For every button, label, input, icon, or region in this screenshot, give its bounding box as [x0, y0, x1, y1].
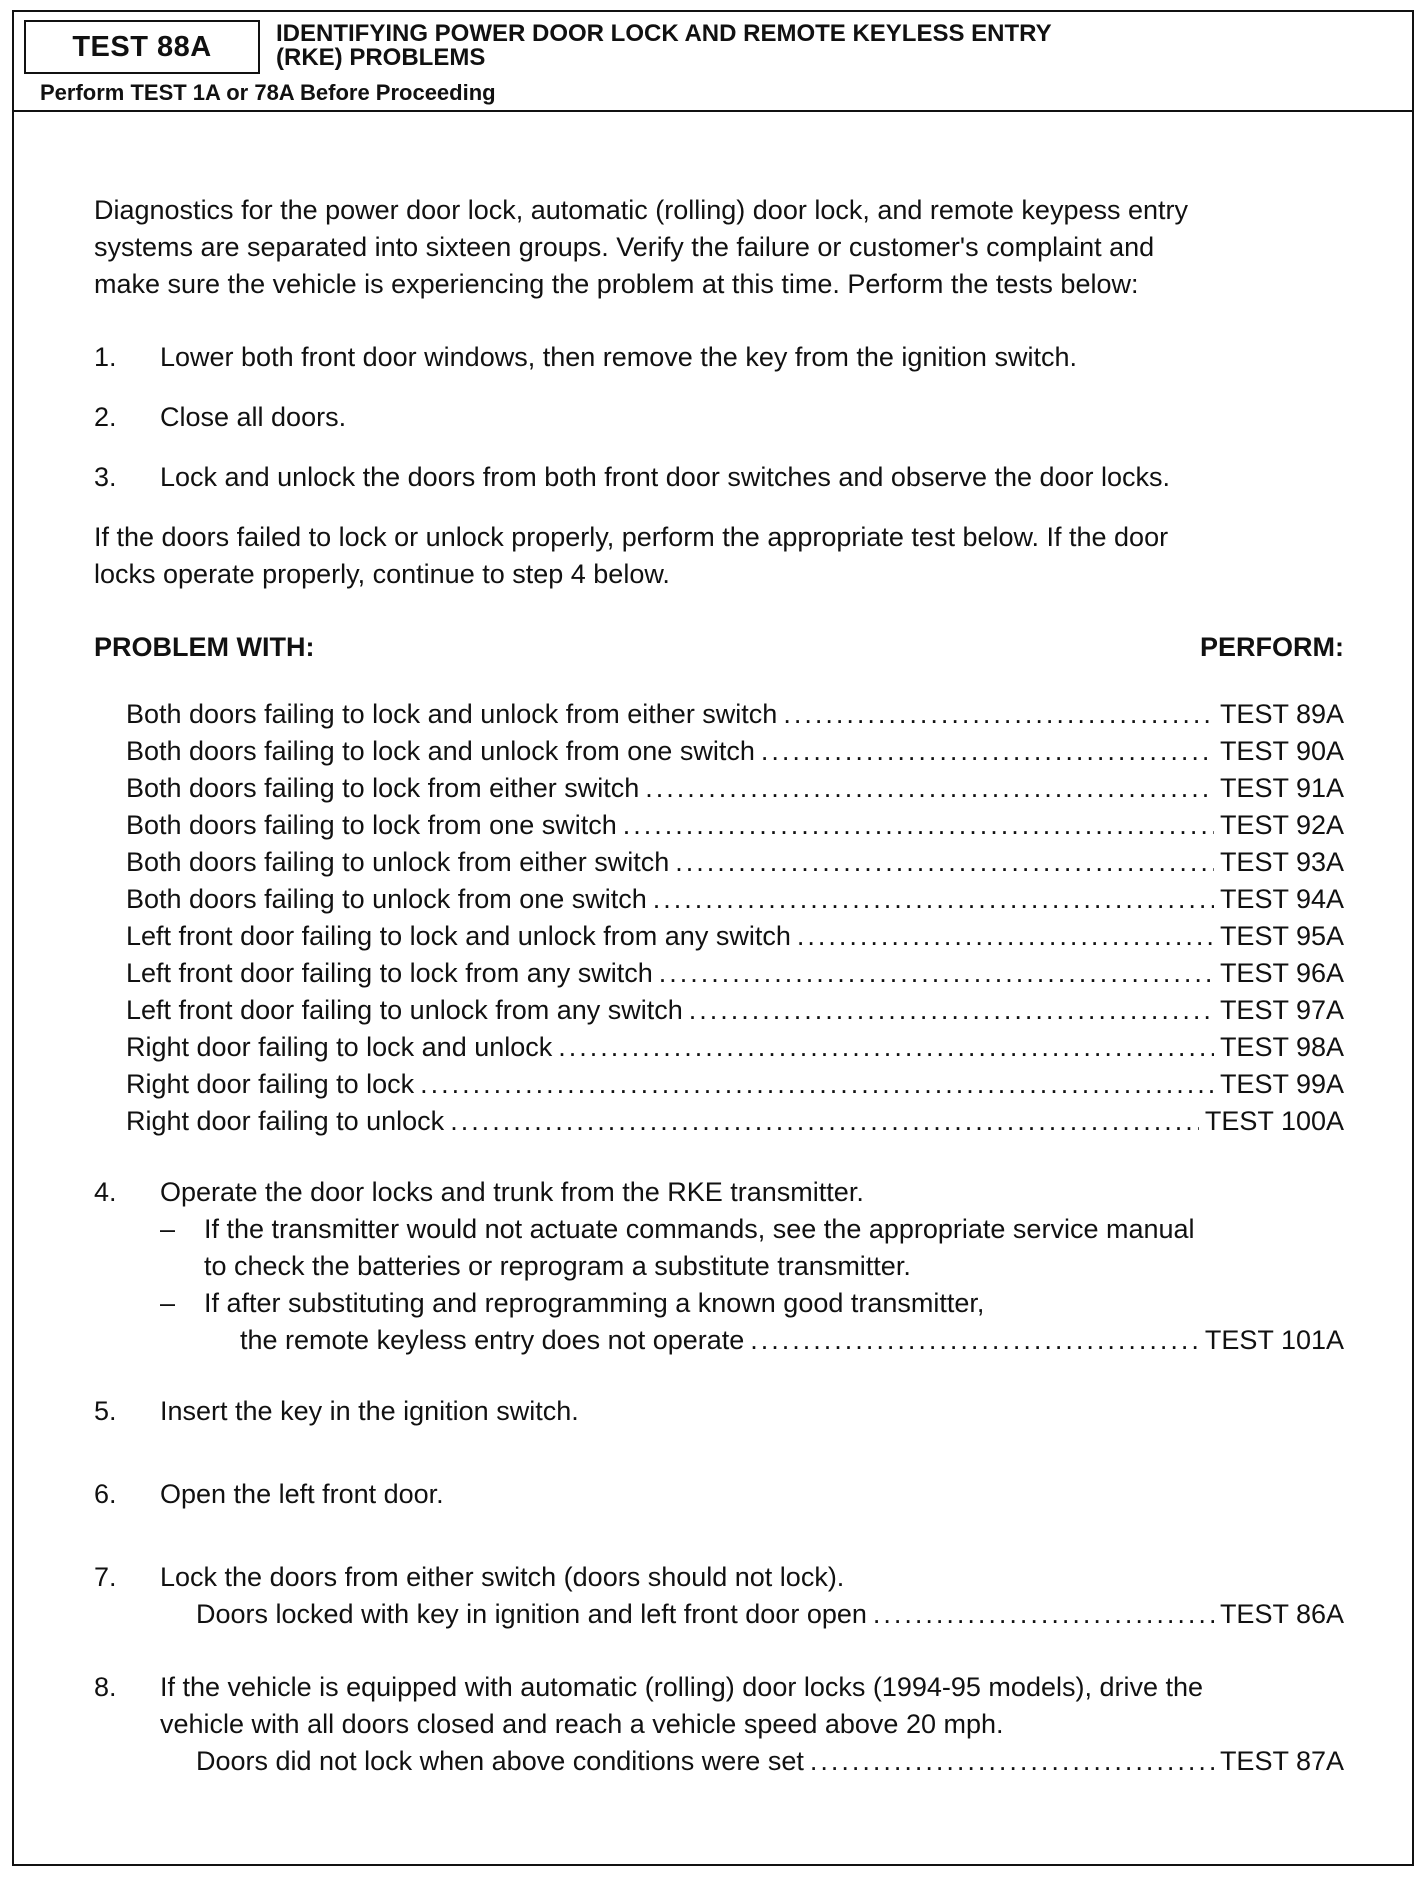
step-text: Open the left front door.	[160, 1479, 444, 1509]
test-reference: TEST 98A	[1219, 1032, 1344, 1062]
problem-description: Both doors failing to lock and unlock from one switch	[126, 736, 755, 766]
step-8	[94, 1669, 1344, 1780]
list-item	[126, 696, 1344, 733]
test-reference: TEST 96A	[1219, 958, 1344, 988]
test-reference: TEST 97A	[1219, 995, 1344, 1025]
step-text: Close all doors.	[160, 402, 347, 432]
test-reference: TEST 93A	[1219, 847, 1344, 877]
table-header	[94, 629, 1344, 666]
step-text: Lock and unlock the doors from both front door switches and observe the door locks.	[160, 462, 1171, 492]
test-reference: TEST 100A	[1204, 1106, 1344, 1136]
intro-line: systems are separated into sixteen groups. Verify the failure or customer's complaint and	[94, 232, 1155, 262]
test-reference: TEST 94A	[1219, 884, 1344, 914]
test-reference: TEST 91A	[1219, 773, 1344, 803]
step-text: Lock the doors from either switch (doors should not lock).	[160, 1562, 845, 1592]
problem-description: Doors locked with key in ignition and left front door open	[196, 1599, 867, 1629]
list-item	[126, 881, 1344, 918]
instruction-paragraph	[94, 519, 1344, 593]
test-reference: TEST 95A	[1219, 921, 1344, 951]
list-item	[126, 955, 1344, 992]
problem-description: Doors did not lock when above conditions were set	[196, 1746, 804, 1776]
step-number: 8.	[94, 1672, 117, 1702]
problem-description: the remote keyless entry does not operate	[240, 1325, 745, 1355]
problem-description: Left front door failing to lock from any switch	[126, 958, 653, 988]
step-number: 4.	[94, 1177, 117, 1207]
test-page-frame	[12, 10, 1414, 1866]
step-number: 7.	[94, 1562, 117, 1592]
sub-item	[160, 1211, 1344, 1285]
problem-description: Right door failing to lock and unlock	[126, 1032, 553, 1062]
test-reference: TEST 89A	[1219, 699, 1344, 729]
sub-item-line: to check the batteries or reprogram a substitute transmitter.	[204, 1251, 911, 1281]
list-item	[126, 1066, 1344, 1103]
problem-description: Both doors failing to lock and unlock from either switch	[126, 699, 778, 729]
perform-column-header: PERFORM:	[1200, 632, 1344, 662]
list-item	[160, 1596, 1344, 1633]
problem-description: Right door failing to lock	[126, 1069, 415, 1099]
list-item	[160, 1743, 1344, 1780]
page-title	[276, 22, 1376, 70]
list-item	[126, 733, 1344, 770]
test-reference: TEST 99A	[1219, 1069, 1344, 1099]
problem-description: Left front door failing to unlock from any switch	[126, 995, 683, 1025]
intro-paragraph	[94, 192, 1344, 303]
problem-column-header: PROBLEM WITH:	[94, 632, 315, 662]
procedure-body	[94, 192, 1344, 1780]
list-item	[126, 770, 1344, 807]
step-number: 6.	[94, 1479, 117, 1509]
step-number: 2.	[94, 402, 117, 432]
step-text: If the vehicle is equipped with automatic (rolling) door locks (1994-95 models), drive the	[160, 1672, 1204, 1702]
dash-bullet: –	[160, 1288, 176, 1318]
step-2	[94, 399, 1344, 436]
test-reference: TEST 92A	[1219, 810, 1344, 840]
problem-description: Left front door failing to lock and unlock from any switch	[126, 921, 791, 951]
test-id: TEST 88A	[24, 20, 260, 74]
problem-description: Right door failing to unlock	[126, 1106, 445, 1136]
intro-line: make sure the vehicle is experiencing the problem at this time. Perform the tests below:	[94, 269, 1139, 299]
list-item	[126, 807, 1344, 844]
step-4	[94, 1174, 1344, 1359]
step-text: vehicle with all doors closed and reach a vehicle speed above 20 mph.	[160, 1709, 1004, 1739]
dash-bullet: –	[160, 1214, 176, 1244]
test-reference: TEST 101A	[1204, 1325, 1344, 1355]
title-line-1: IDENTIFYING POWER DOOR LOCK AND REMOTE KEYLESS ENTRY	[276, 20, 1052, 47]
list-item	[126, 918, 1344, 955]
test-header	[14, 12, 1412, 112]
sub-item	[160, 1285, 1344, 1359]
list-item	[126, 844, 1344, 881]
problem-description: Both doors failing to lock from either switch	[126, 773, 640, 803]
title-line-2: (RKE) PROBLEMS	[276, 44, 486, 71]
list-item	[126, 992, 1344, 1029]
list-item	[204, 1322, 1344, 1359]
list-item	[126, 1029, 1344, 1066]
problem-description: Both doors failing to unlock from one switch	[126, 884, 647, 914]
step-text: Operate the door locks and trunk from the RKE transmitter.	[160, 1177, 864, 1207]
step-5	[94, 1393, 1344, 1430]
step-number: 1.	[94, 342, 117, 372]
step-7	[94, 1559, 1344, 1633]
problem-list	[94, 696, 1344, 1140]
step-3	[94, 459, 1344, 496]
test-reference: TEST 90A	[1219, 736, 1344, 766]
step-6	[94, 1476, 1344, 1513]
sub-item-line: If after substituting and reprogramming a known good transmitter,	[204, 1288, 985, 1318]
prerequisite-note: Perform TEST 1A or 78A Before Proceeding	[40, 80, 496, 105]
test-reference: TEST 86A	[1219, 1599, 1344, 1629]
problem-description: Both doors failing to lock from one switch	[126, 810, 617, 840]
step-text: Insert the key in the ignition switch.	[160, 1396, 579, 1426]
step-number: 5.	[94, 1396, 117, 1426]
step-number: 3.	[94, 462, 117, 492]
instruction-line: locks operate properly, continue to step 4 below.	[94, 559, 670, 589]
list-item	[126, 1103, 1344, 1140]
step-1	[94, 339, 1344, 376]
step-text: Lower both front door windows, then remove the key from the ignition switch.	[160, 342, 1077, 372]
test-reference: TEST 87A	[1219, 1746, 1344, 1776]
sub-item-line: If the transmitter would not actuate commands, see the appropriate service manual	[204, 1214, 1195, 1244]
problem-description: Both doors failing to unlock from either switch	[126, 847, 670, 877]
instruction-line: If the doors failed to lock or unlock properly, perform the appropriate test below. If the door	[94, 522, 1169, 552]
intro-line: Diagnostics for the power door lock, automatic (rolling) door lock, and remote keypess entry	[94, 195, 1189, 225]
